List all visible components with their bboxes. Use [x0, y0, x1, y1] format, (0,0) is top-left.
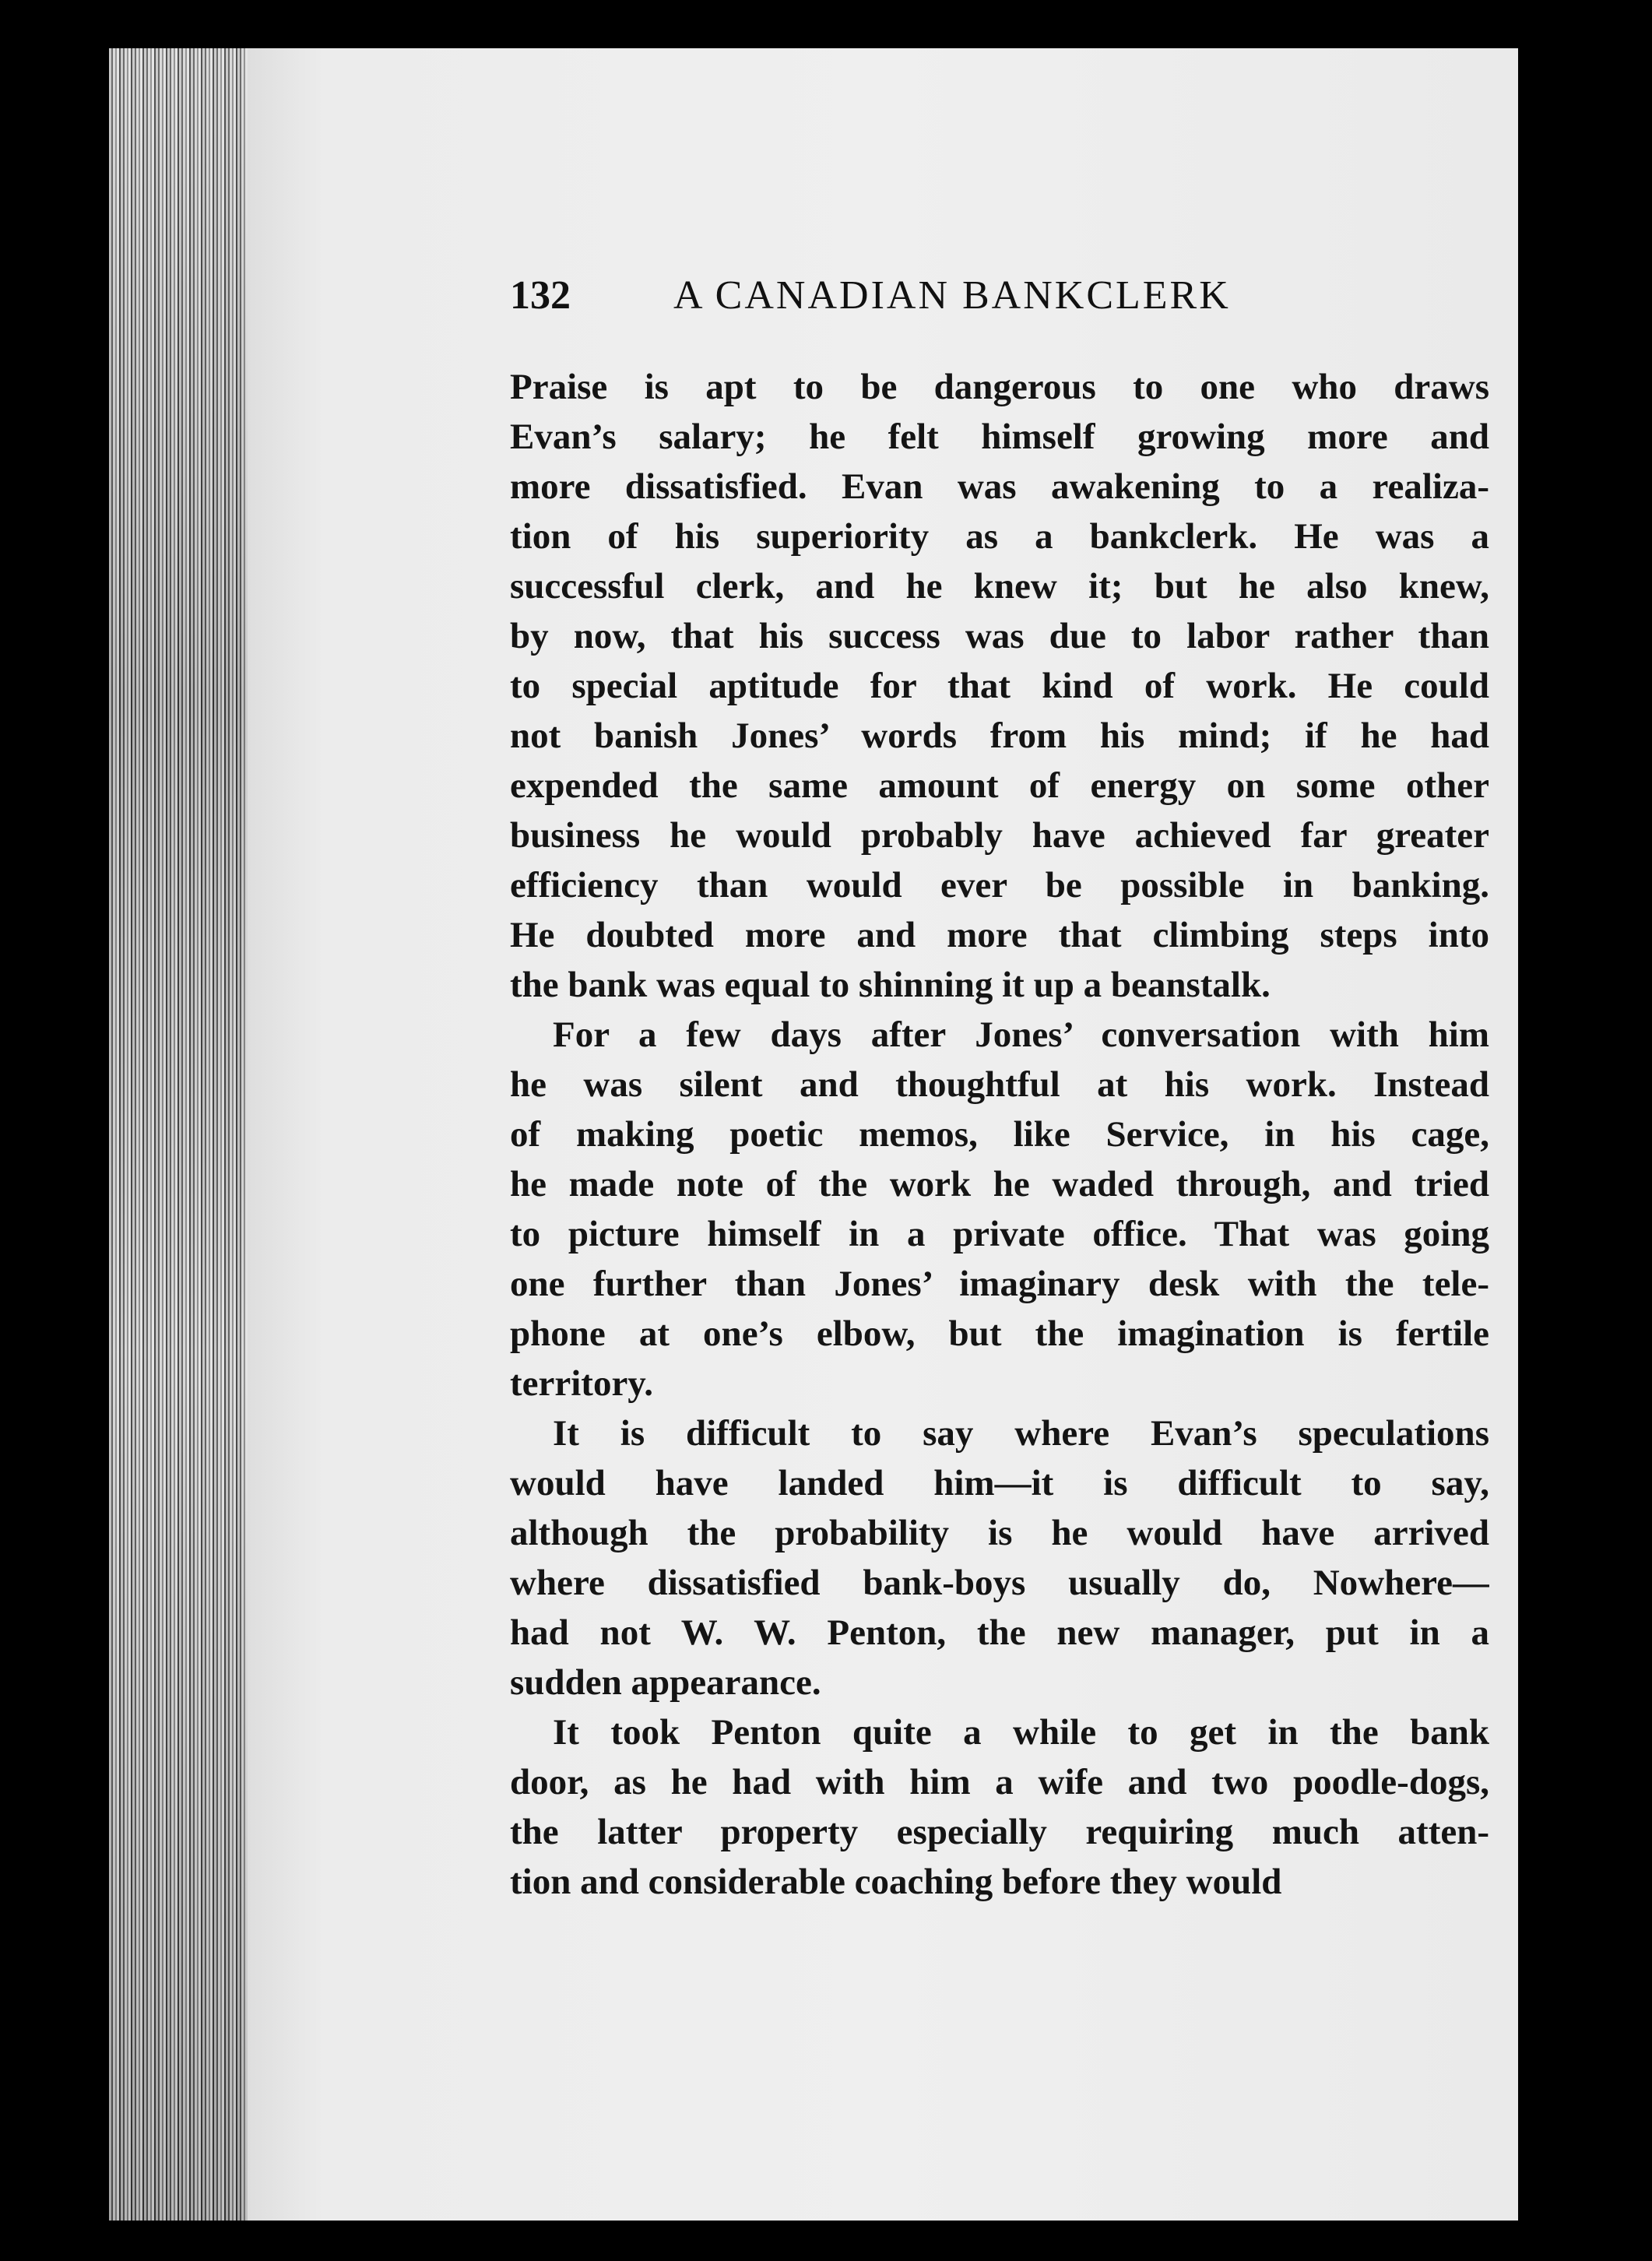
paragraph: [510, 362, 1489, 1010]
page-number: 132: [510, 273, 571, 318]
text-line: the latter property especially requiring much atten-: [510, 1812, 1489, 1852]
paragraph: [510, 1408, 1489, 1707]
text-line: sudden appearance.: [510, 1662, 821, 1703]
text-line: successful clerk, and he knew it; but he also knew,: [510, 566, 1489, 607]
text-line: to special aptitude for that kind of work. He could: [510, 666, 1489, 706]
text-line: not banish Jones’ words from his mind; if he had: [510, 716, 1489, 756]
text-line: For a few days after Jones’ conversation with him: [553, 1014, 1489, 1055]
text-line: of making poetic memos, like Service, in his cage,: [510, 1114, 1489, 1155]
text-line: tion and considerable coaching before they would: [510, 1862, 1282, 1902]
text-line: he made note of the work he waded through, and tried: [510, 1164, 1489, 1204]
text-line: business he would probably have achieved far greater: [510, 815, 1489, 856]
text-line: the bank was equal to shinning it up a beanstalk.: [510, 965, 1271, 1005]
paragraph: [510, 1707, 1489, 1907]
text-line: had not W. W. Penton, the new manager, put in a: [510, 1612, 1489, 1653]
text-line: It is difficult to say where Evan’s speculations: [553, 1413, 1489, 1454]
text-line: he was silent and thoughtful at his work. Instead: [510, 1064, 1489, 1105]
text-line: expended the same amount of energy on some other: [510, 765, 1489, 806]
paragraph: [510, 1010, 1489, 1408]
text-line: door, as he had with him a wife and two poodle-dogs,: [510, 1762, 1489, 1802]
text-line: Praise is apt to be dangerous to one who draws: [510, 367, 1489, 407]
text-line: where dissatisfied bank-boys usually do, Nowhere—: [510, 1563, 1489, 1603]
text-line: phone at one’s elbow, but the imagination is fertile: [510, 1313, 1489, 1354]
text-line: He doubted more and more that climbing steps into: [510, 915, 1489, 955]
text-line: efficiency than would ever be possible in banking.: [510, 865, 1489, 905]
text-line: territory.: [510, 1363, 653, 1404]
text-line: more dissatisfied. Evan was awakening to a realiza-: [510, 466, 1489, 507]
text-line: tion of his superiority as a bankclerk. He was a: [510, 516, 1489, 557]
text-line: one further than Jones’ imaginary desk with the tele-: [510, 1264, 1489, 1304]
text-line: It took Penton quite a while to get in the bank: [553, 1712, 1489, 1753]
text-line: would have landed him—it is difficult to say,: [510, 1463, 1489, 1503]
running-head: [510, 273, 1320, 327]
text-line: by now, that his success was due to labor rather than: [510, 616, 1489, 656]
text-line: although the probability is he would have arrived: [510, 1513, 1489, 1553]
book-page-edges: [109, 48, 249, 2221]
running-title: A CANADIAN BANKCLERK: [673, 273, 1231, 318]
text-line: to picture himself in a private office. That was going: [510, 1214, 1489, 1254]
text-line: Evan’s salary; he felt himself growing more and: [510, 417, 1489, 457]
body-text: [510, 362, 1489, 1907]
